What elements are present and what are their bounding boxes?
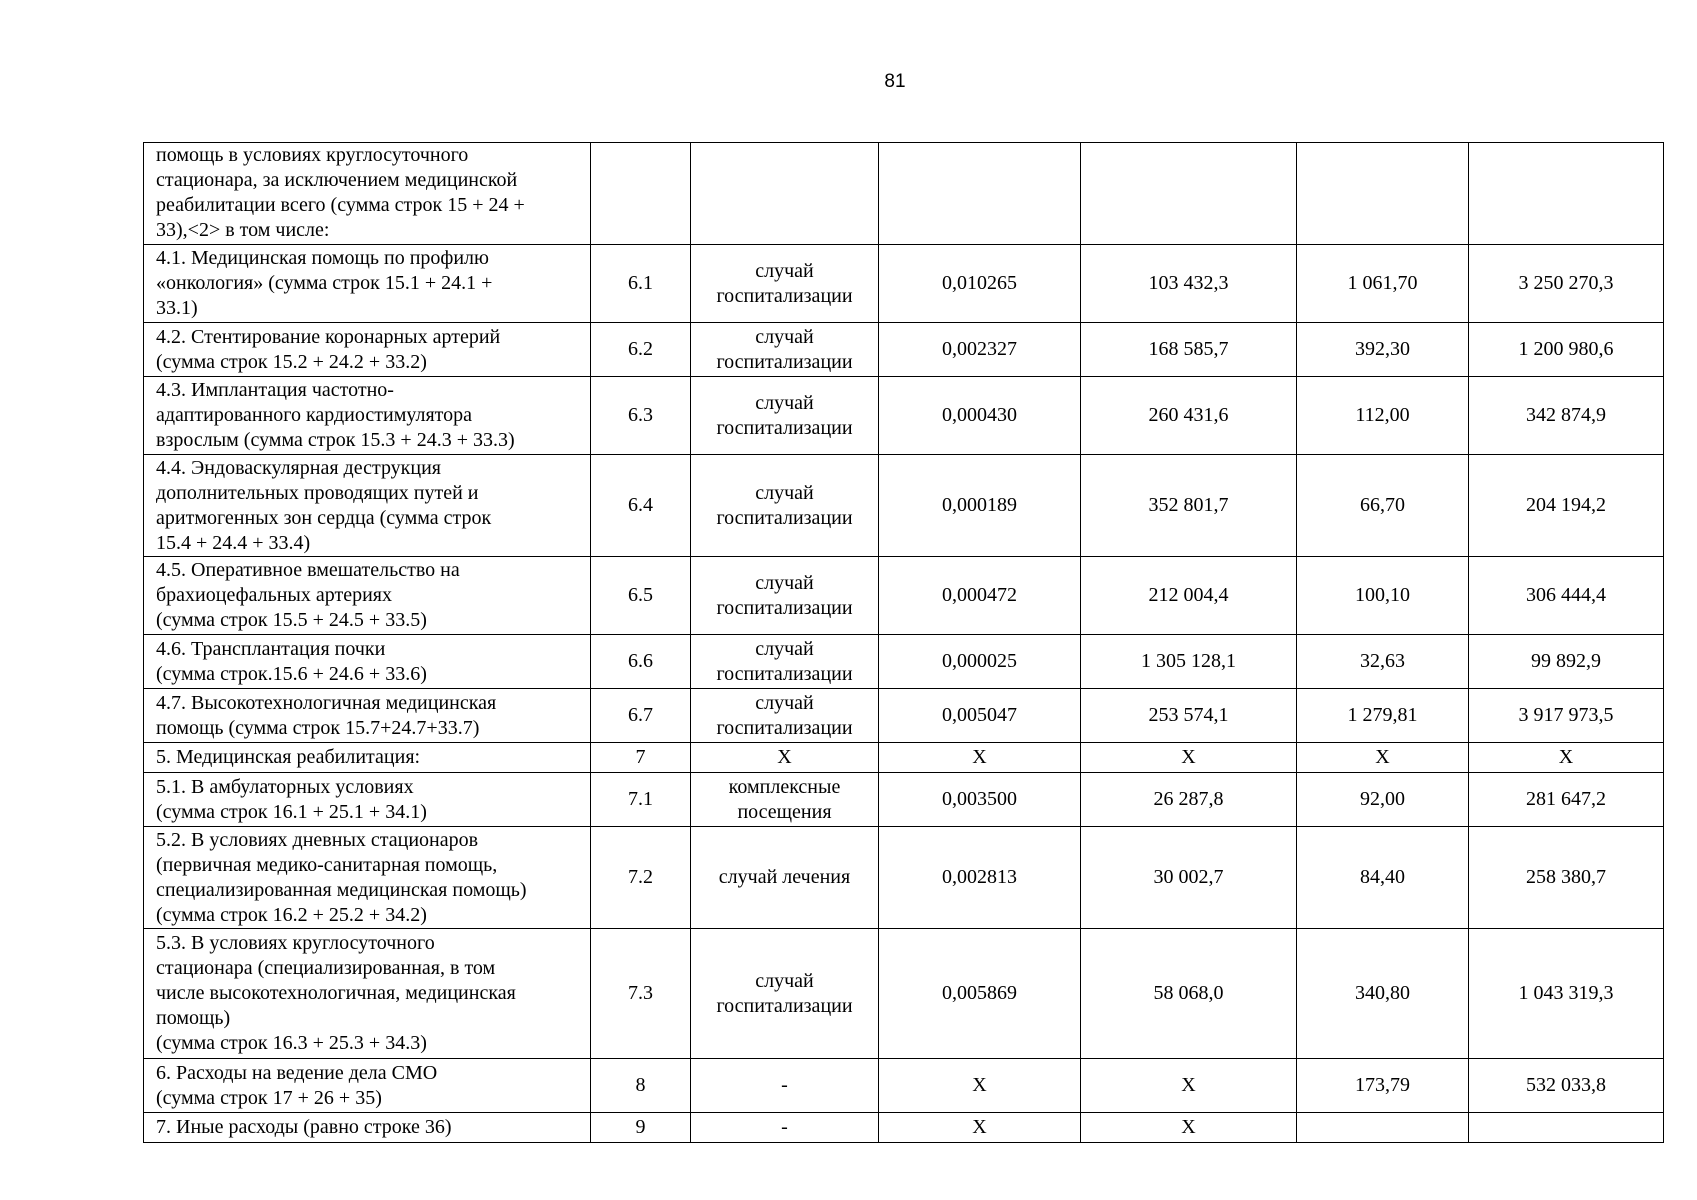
unit-cell	[691, 377, 879, 455]
total-cell: 532 033,8	[1469, 1059, 1664, 1113]
row-name-line: специализированная медицинская помощь)	[156, 878, 527, 901]
cost-cell: Х	[1081, 1059, 1297, 1113]
row-name-line: (первичная медико-санитарная помощь,	[156, 853, 498, 876]
row-name-line: 4.2. Стентирование коронарных артерий	[156, 325, 501, 348]
cost-cell: 168 585,7	[1081, 323, 1297, 377]
row-name-line: помощь)	[156, 1007, 231, 1029]
row-name-line: 5.2. В условиях дневных стационаров	[156, 828, 479, 851]
unit-cell	[691, 323, 879, 377]
row-name-line: 6. Расходы на ведение дела СМО	[156, 1061, 438, 1084]
line-number-cell: 9	[591, 1113, 691, 1143]
norm-cell: Х	[879, 1059, 1081, 1113]
cost-cell: Х	[1081, 743, 1297, 773]
total-cell: 204 194,2	[1469, 455, 1664, 557]
row-name-line: (сумма строк 15.2 + 24.2 + 33.2)	[156, 350, 427, 373]
norm-cell: 0,002327	[879, 323, 1081, 377]
per-capita-cell: 92,00	[1297, 773, 1469, 827]
cost-cell: 30 002,7	[1081, 827, 1297, 929]
cost-cell: 212 004,4	[1081, 557, 1297, 635]
row-name-line: 5. Медицинская реабилитация:	[156, 746, 421, 768]
unit-line: комплексные	[728, 775, 841, 798]
total-cell: 342 874,9	[1469, 377, 1664, 455]
unit-cell	[691, 827, 879, 929]
cost-cell: 58 068,0	[1081, 929, 1297, 1059]
table-row	[144, 689, 1664, 743]
total-cell: 3 250 270,3	[1469, 245, 1664, 323]
row-name-cell	[144, 245, 591, 323]
total-cell: Х	[1469, 743, 1664, 773]
table-row	[144, 143, 1664, 245]
norm-cell: 0,000472	[879, 557, 1081, 635]
norm-cell: 0,010265	[879, 245, 1081, 323]
table-row	[144, 1113, 1664, 1143]
unit-cell	[691, 455, 879, 557]
unit-line: Х	[777, 746, 792, 768]
table-row	[144, 635, 1664, 689]
row-name-cell	[144, 929, 591, 1059]
line-number-cell: 6.7	[591, 689, 691, 743]
norm-cell: 0,002813	[879, 827, 1081, 929]
unit-cell	[691, 557, 879, 635]
row-name-line: (сумма строк 16.1 + 25.1 + 34.1)	[156, 800, 427, 823]
row-name-line: «онкология» (сумма строк 15.1 + 24.1 +	[156, 272, 493, 294]
unit-line: госпитализации	[716, 994, 853, 1017]
total-cell: 1 043 319,3	[1469, 929, 1664, 1059]
row-name-line: 4.3. Имплантация частотно-	[156, 379, 394, 401]
unit-line: случай	[755, 637, 814, 660]
cost-cell: 26 287,8	[1081, 773, 1297, 827]
row-name-cell	[144, 635, 591, 689]
unit-cell	[691, 743, 879, 773]
table-row	[144, 377, 1664, 455]
per-capita-cell: 100,10	[1297, 557, 1469, 635]
total-cell: 306 444,4	[1469, 557, 1664, 635]
unit-line: -	[781, 1116, 788, 1138]
cost-cell	[1081, 143, 1297, 245]
unit-line: случай	[755, 691, 814, 714]
per-capita-cell: 32,63	[1297, 635, 1469, 689]
row-name-cell	[144, 773, 591, 827]
unit-cell	[691, 635, 879, 689]
unit-cell	[691, 773, 879, 827]
row-name-cell	[144, 323, 591, 377]
norm-cell: 0,003500	[879, 773, 1081, 827]
unit-line: госпитализации	[716, 596, 853, 619]
unit-cell	[691, 929, 879, 1059]
table-row	[144, 929, 1664, 1059]
line-number-cell: 6.5	[591, 557, 691, 635]
per-capita-cell: 340,80	[1297, 929, 1469, 1059]
norm-cell: 0,005047	[879, 689, 1081, 743]
unit-line: случай	[755, 969, 814, 992]
line-number-cell: 6.2	[591, 323, 691, 377]
line-number-cell: 7.2	[591, 827, 691, 929]
unit-line: случай лечения	[718, 866, 851, 888]
table-row	[144, 827, 1664, 929]
row-name-line: (сумма строк 15.5 + 24.5 + 33.5)	[156, 609, 427, 631]
total-cell: 281 647,2	[1469, 773, 1664, 827]
norm-cell: Х	[879, 1113, 1081, 1143]
per-capita-cell: 84,40	[1297, 827, 1469, 929]
row-name-line: стационара (специализированная, в том	[156, 957, 496, 979]
unit-line: случай	[755, 481, 814, 504]
cost-cell: 352 801,7	[1081, 455, 1297, 557]
per-capita-cell: 66,70	[1297, 455, 1469, 557]
row-name-cell	[144, 143, 591, 245]
row-name-cell	[144, 557, 591, 635]
total-cell	[1469, 1113, 1664, 1143]
norm-cell: Х	[879, 743, 1081, 773]
total-cell: 258 380,7	[1469, 827, 1664, 929]
row-name-line: 4.7. Высокотехнологичная медицинская	[156, 691, 497, 714]
table-row	[144, 455, 1664, 557]
unit-line: -	[781, 1074, 788, 1096]
cost-cell: 253 574,1	[1081, 689, 1297, 743]
norm-cell: 0,000430	[879, 377, 1081, 455]
norm-cell: 0,000025	[879, 635, 1081, 689]
unit-cell	[691, 1113, 879, 1143]
line-number-cell: 7	[591, 743, 691, 773]
per-capita-cell	[1297, 1113, 1469, 1143]
per-capita-cell: 112,00	[1297, 377, 1469, 455]
row-name-line: стационара, за исключением медицинской	[156, 169, 518, 191]
norm-cell: 0,000189	[879, 455, 1081, 557]
unit-cell	[691, 689, 879, 743]
unit-line: госпитализации	[716, 506, 853, 529]
unit-line: госпитализации	[716, 416, 853, 439]
unit-line: случай	[755, 571, 814, 594]
line-number-cell: 6.4	[591, 455, 691, 557]
row-name-line: (сумма строк 16.3 + 25.3 + 34.3)	[156, 1032, 427, 1054]
row-name-cell	[144, 377, 591, 455]
page-number: 81	[884, 71, 906, 92]
unit-cell	[691, 1059, 879, 1113]
table-row	[144, 245, 1664, 323]
row-name-line: 5.1. В амбулаторных условиях	[156, 775, 414, 798]
norm-cell	[879, 143, 1081, 245]
row-name-cell	[144, 455, 591, 557]
row-name-line: 4.5. Оперативное вмешательство на	[156, 559, 460, 581]
row-name-line: 33),<2> в том числе:	[156, 219, 330, 241]
row-name-line: 33.1)	[156, 297, 198, 319]
row-name-line: (сумма строк.15.6 + 24.6 + 33.6)	[156, 662, 427, 685]
line-number-cell: 6.6	[591, 635, 691, 689]
row-name-cell	[144, 689, 591, 743]
per-capita-cell: 1 061,70	[1297, 245, 1469, 323]
unit-cell	[691, 143, 879, 245]
table-row	[144, 323, 1664, 377]
row-name-line: дополнительных проводящих путей и	[156, 481, 479, 504]
row-name-line: (сумма строк 16.2 + 25.2 + 34.2)	[156, 903, 427, 926]
unit-line: случай	[755, 325, 814, 348]
row-name-cell	[144, 1059, 591, 1113]
line-number-cell: 6.1	[591, 245, 691, 323]
cost-cell: Х	[1081, 1113, 1297, 1143]
row-name-line: взрослым (сумма строк 15.3 + 24.3 + 33.3)	[156, 429, 515, 451]
unit-line: госпитализации	[716, 662, 853, 685]
unit-line: случай	[755, 259, 814, 282]
row-name-line: 7. Иные расходы (равно строке 36)	[156, 1116, 452, 1138]
row-name-line: 15.4 + 24.4 + 33.4)	[156, 531, 311, 554]
row-name-line: числе высокотехнологичная, медицинская	[156, 982, 516, 1004]
financing-table	[143, 142, 1664, 1143]
table-row	[144, 773, 1664, 827]
per-capita-cell: Х	[1297, 743, 1469, 773]
per-capita-cell: 392,30	[1297, 323, 1469, 377]
row-name-line: помощь в условиях круглосуточного	[156, 144, 469, 166]
table-row	[144, 557, 1664, 635]
total-cell: 3 917 973,5	[1469, 689, 1664, 743]
row-name-line: брахиоцефальных артериях	[156, 584, 392, 606]
row-name-cell	[144, 743, 591, 773]
unit-line: посещения	[737, 800, 832, 823]
unit-line: госпитализации	[716, 716, 853, 739]
row-name-line: адаптированного кардиостимулятора	[156, 404, 473, 426]
table-row	[144, 1059, 1664, 1113]
line-number-cell	[591, 143, 691, 245]
per-capita-cell: 173,79	[1297, 1059, 1469, 1113]
row-name-line: 4.6. Трансплантация почки	[156, 637, 386, 660]
total-cell: 1 200 980,6	[1469, 323, 1664, 377]
row-name-line: аритмогенных зон сердца (сумма строк	[156, 506, 492, 529]
unit-line: госпитализации	[716, 284, 853, 307]
table-row	[144, 743, 1664, 773]
line-number-cell: 6.3	[591, 377, 691, 455]
row-name-cell	[144, 827, 591, 929]
cost-cell: 103 432,3	[1081, 245, 1297, 323]
cost-cell: 260 431,6	[1081, 377, 1297, 455]
row-name-line: 4.1. Медицинская помощь по профилю	[156, 247, 489, 269]
unit-line: госпитализации	[716, 350, 853, 373]
line-number-cell: 8	[591, 1059, 691, 1113]
norm-cell: 0,005869	[879, 929, 1081, 1059]
unit-cell	[691, 245, 879, 323]
total-cell	[1469, 143, 1664, 245]
line-number-cell: 7.3	[591, 929, 691, 1059]
total-cell: 99 892,9	[1469, 635, 1664, 689]
row-name-cell	[144, 1113, 591, 1143]
per-capita-cell: 1 279,81	[1297, 689, 1469, 743]
cost-cell: 1 305 128,1	[1081, 635, 1297, 689]
per-capita-cell	[1297, 143, 1469, 245]
row-name-line: реабилитации всего (сумма строк 15 + 24 +	[156, 194, 525, 216]
unit-line: случай	[755, 391, 814, 414]
line-number-cell: 7.1	[591, 773, 691, 827]
row-name-line: (сумма строк 17 + 26 + 35)	[156, 1086, 382, 1109]
row-name-line: 5.3. В условиях круглосуточного	[156, 932, 435, 954]
row-name-line: помощь (сумма строк 15.7+24.7+33.7)	[156, 716, 480, 739]
row-name-line: 4.4. Эндоваскулярная деструкция	[156, 456, 441, 479]
